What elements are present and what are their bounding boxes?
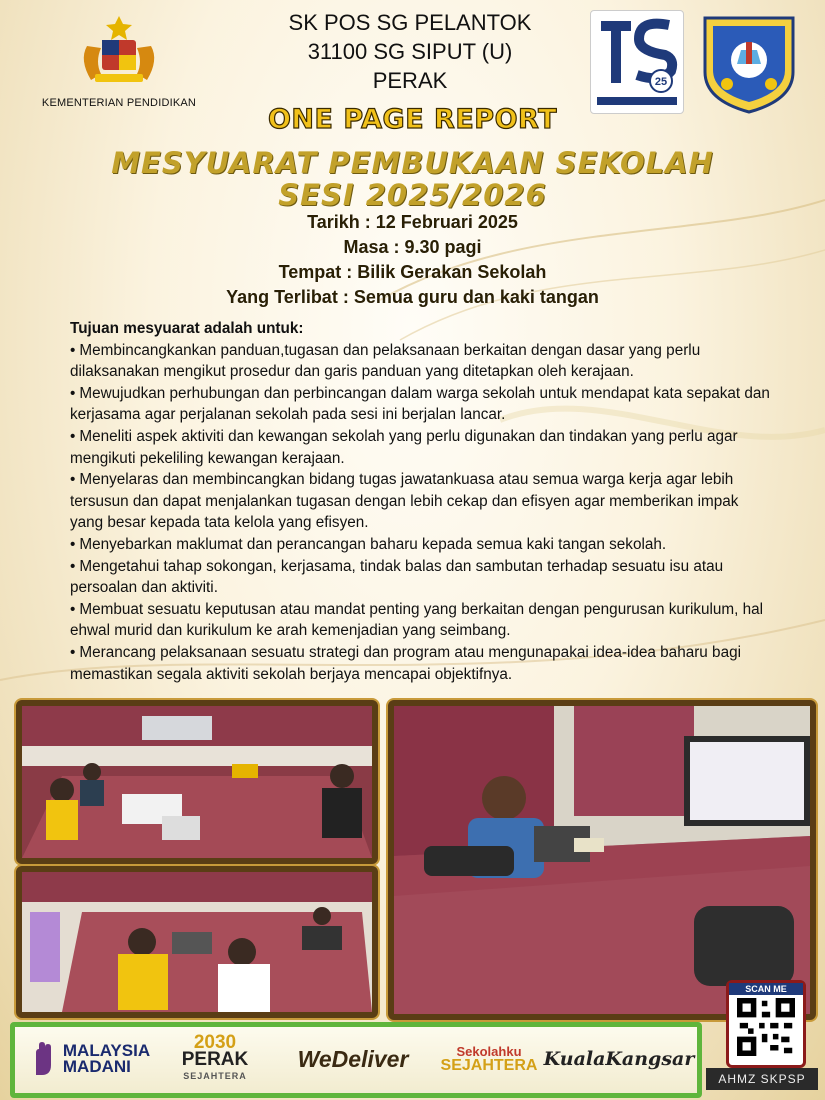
svg-text:25: 25 bbox=[654, 76, 668, 88]
perak-name: PERAK bbox=[181, 1048, 249, 1070]
list-item bbox=[70, 383, 770, 426]
meeting-photo-1-image bbox=[22, 706, 372, 858]
list-item-text: Menyebarkan maklumat dan perancangan baharu kepada semua kaki tangan sekolah. bbox=[79, 535, 667, 553]
meeting-photo-3-image bbox=[394, 706, 810, 1014]
list-item bbox=[70, 599, 770, 642]
author-credit: AHMZ SKPSP bbox=[706, 1068, 818, 1090]
madani-line-1: MALAYSIA bbox=[62, 1041, 151, 1060]
one-page-report-label: ONE PAGE REPORT bbox=[267, 104, 558, 135]
footer-logo-bar bbox=[10, 1022, 702, 1098]
ministry-name: KEMENTERIAN PENDIDIKAN bbox=[41, 97, 197, 109]
meeting-photo-2 bbox=[16, 866, 378, 1018]
meeting-date: Tarikh : 12 Februari 2025 bbox=[307, 212, 518, 232]
ts25-logo bbox=[590, 10, 684, 114]
list-item bbox=[70, 469, 770, 534]
list-item bbox=[70, 426, 770, 469]
report-body bbox=[70, 318, 770, 685]
list-item-text: Membincangkankan panduan,tugasan dan pelaksanaan berkaitan dengan dasar yang perlu dilaksanakan mengikut prosedur dan garis panduan yang ditetapkan oleh kerajaan. bbox=[70, 341, 701, 381]
malaysia-madani-logo bbox=[27, 1035, 155, 1083]
bullet: • bbox=[70, 643, 76, 661]
madani-line-2: MADANI bbox=[62, 1057, 131, 1076]
bullet: • bbox=[70, 384, 76, 402]
perak-sub: SEJAHTERA bbox=[183, 1070, 247, 1081]
bullet: • bbox=[70, 535, 76, 553]
list-item-text: Menyelaras dan membincangkan bidang tugas jawatankuasa atau semua warga kerja agar lebih tersusun dan dapat menjalankan tugasan dengan lebih cekap dan efisyen agar memberikan impak yang besar kepada tata kelola yang efisyen. bbox=[70, 471, 739, 532]
school-line-1: SK POS SG PELANTOK bbox=[288, 10, 532, 35]
bullet: • bbox=[70, 341, 76, 359]
intro-text: Tujuan mesyuarat adalah untuk: bbox=[70, 320, 304, 337]
perak-year: 2030 bbox=[193, 1031, 237, 1053]
perak-sejahtera-logo bbox=[167, 1031, 263, 1083]
school-line-3: PERAK bbox=[372, 68, 448, 93]
scan-me-label: SCAN ME bbox=[729, 983, 803, 995]
sejahtera-line-1: Sekolahku bbox=[456, 1044, 522, 1059]
malaysia-crest-icon bbox=[69, 10, 169, 88]
kuala-kangsar-logo: KualaKangsar bbox=[543, 1048, 695, 1070]
school-badge bbox=[697, 10, 801, 116]
list-item-text: Merancang pelaksanaan sesuatu strategi dan program atau mengunapakai idea-idea baharu bagi memastikan segala aktiviti sekolah berjaya mencapai objektifnya. bbox=[70, 643, 741, 683]
meeting-place: Tempat : Bilik Gerakan Sekolah bbox=[278, 262, 547, 282]
ts25-logo-icon bbox=[591, 11, 683, 113]
bullet: • bbox=[70, 600, 76, 618]
qr-code-icon[interactable] bbox=[737, 998, 795, 1056]
list-item bbox=[70, 556, 770, 599]
we-deliver-logo: WeDeliver bbox=[297, 1045, 409, 1072]
list-item-text: Meneliti aspek aktiviti dan kewangan sekolah yang perlu digunakan dan tindakan yang perlu agar mengikuti pekeliling kewangan kerajaan. bbox=[70, 427, 738, 467]
list-item bbox=[70, 534, 770, 556]
sejahtera-line-2: SEJAHTERA bbox=[440, 1057, 538, 1074]
sekolahku-sejahtera-logo bbox=[439, 1035, 539, 1083]
list-item-text: Mewujudkan perhubungan dan perbincangan dalam warga sekolah untuk mendapat kata sepakat dan kerjasama agar perjalanan sekolah pada sesi ini berjalan lancar. bbox=[70, 384, 770, 424]
school-line-2: 31100 SG SIPUT (U) bbox=[307, 39, 513, 64]
list-item bbox=[70, 340, 770, 383]
meeting-photo-1 bbox=[16, 700, 378, 864]
ministry-logo bbox=[34, 10, 204, 109]
meeting-photo-3 bbox=[388, 700, 816, 1020]
madani-hand-icon bbox=[32, 1041, 58, 1077]
qr-code[interactable] bbox=[726, 980, 806, 1068]
report-title-line-2: SESI 2025/2026 bbox=[278, 178, 547, 212]
list-item-text: Membuat sesuatu keputusan atau mandat penting yang berkaitan dengan pengurusan kurikulum, hal ehwal murid dan kurikulum ke arah kemenjadian yang seimbang. bbox=[70, 600, 764, 640]
meeting-photo-2-image bbox=[22, 872, 372, 1012]
report-title-line-1: MESYUARAT PEMBUKAAN SEKOLAH bbox=[111, 146, 714, 180]
bullet: • bbox=[70, 471, 76, 489]
bullet: • bbox=[70, 427, 76, 445]
school-name bbox=[260, 8, 560, 95]
bullet: • bbox=[70, 557, 76, 575]
meeting-participants: Yang Terlibat : Semua guru dan kaki tangan bbox=[226, 287, 599, 307]
school-badge-icon bbox=[697, 10, 801, 116]
meeting-time: Masa : 9.30 pagi bbox=[343, 237, 482, 257]
list-item-text: Mengetahui tahap sokongan, kerjasama, tindak balas dan sambutan terhadap sesuatu isu atau persoalan dan aktiviti. bbox=[70, 557, 724, 597]
list-item bbox=[70, 642, 770, 685]
